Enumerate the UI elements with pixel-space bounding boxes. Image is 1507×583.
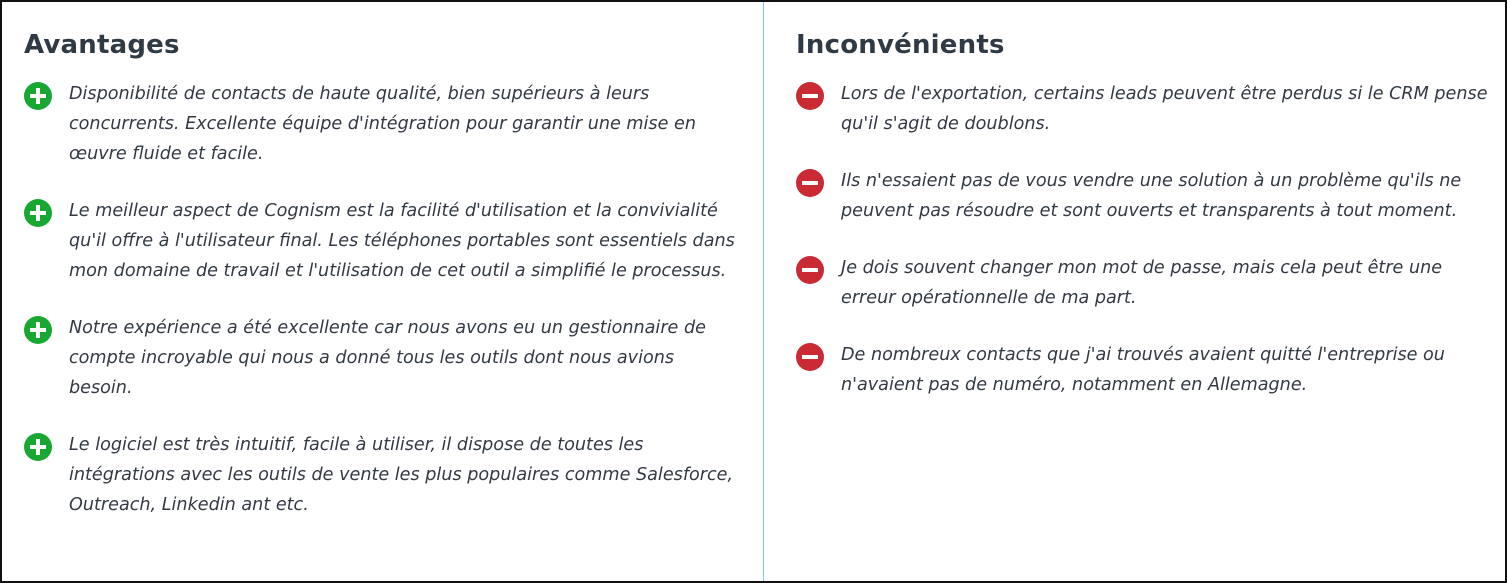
pros-item-text: Disponibilité de contacts de haute qualité, bien supérieurs à leurs concurrents. Excellente équipe d'intégration pour garantir une mise en œuvre fluide et facile. bbox=[69, 84, 696, 164]
cons-item-text: De nombreux contacts que j'ai trouvés avaient quitté l'entreprise ou n'avaient pas de numéro, notamment en Allemagne. bbox=[841, 345, 1445, 395]
pros-item-text: Le logiciel est très intuitif, facile à utiliser, il dispose de toutes les intégrations avec les outils de vente les plus populaires comme Salesforce, Outreach, Linkedin ant etc. bbox=[69, 435, 734, 515]
plus-circle-icon bbox=[24, 199, 52, 227]
cons-item-text: Je dois souvent changer mon mot de passe, mais cela peut être une erreur opérationnelle de ma part. bbox=[841, 258, 1443, 308]
plus-circle-icon bbox=[24, 316, 52, 344]
cons-item bbox=[796, 169, 1497, 226]
plus-circle-icon bbox=[24, 433, 52, 461]
minus-circle-icon bbox=[796, 82, 824, 110]
minus-circle-icon bbox=[796, 256, 824, 284]
pros-item bbox=[24, 199, 743, 286]
plus-circle-icon bbox=[24, 82, 52, 110]
pros-item bbox=[24, 433, 743, 520]
cons-item bbox=[796, 256, 1497, 313]
pros-heading: Avantages bbox=[24, 30, 180, 60]
cons-item bbox=[796, 82, 1497, 139]
cons-column bbox=[764, 2, 1505, 581]
minus-circle-icon bbox=[796, 343, 824, 371]
pros-list bbox=[24, 82, 743, 520]
pros-item bbox=[24, 82, 743, 169]
pros-column bbox=[2, 2, 764, 581]
cons-heading: Inconvénients bbox=[796, 30, 1005, 60]
minus-circle-icon bbox=[796, 169, 824, 197]
cons-item-text: Lors de l'exportation, certains leads peuvent être perdus si le CRM pense qu'il s'agit de doublons. bbox=[841, 84, 1488, 134]
pros-item-text: Notre expérience a été excellente car nous avons eu un gestionnaire de compte incroyable qui nous a donné tous les outils dont nous avions besoin. bbox=[69, 318, 706, 398]
cons-item-text: Ils n'essaient pas de vous vendre une solution à un problème qu'ils ne peuvent pas résoudre et sont ouverts et transparents à tout moment. bbox=[841, 171, 1462, 221]
cons-list bbox=[796, 82, 1497, 400]
pros-item-text: Le meilleur aspect de Cognism est la facilité d'utilisation et la convivialité qu'il offre à l'utilisateur final. Les téléphones portables sont essentiels dans mon domaine de travail et l'utilisation de cet outil a simplifié le processus. bbox=[69, 201, 735, 281]
cons-item bbox=[796, 343, 1497, 400]
pros-item bbox=[24, 316, 743, 403]
